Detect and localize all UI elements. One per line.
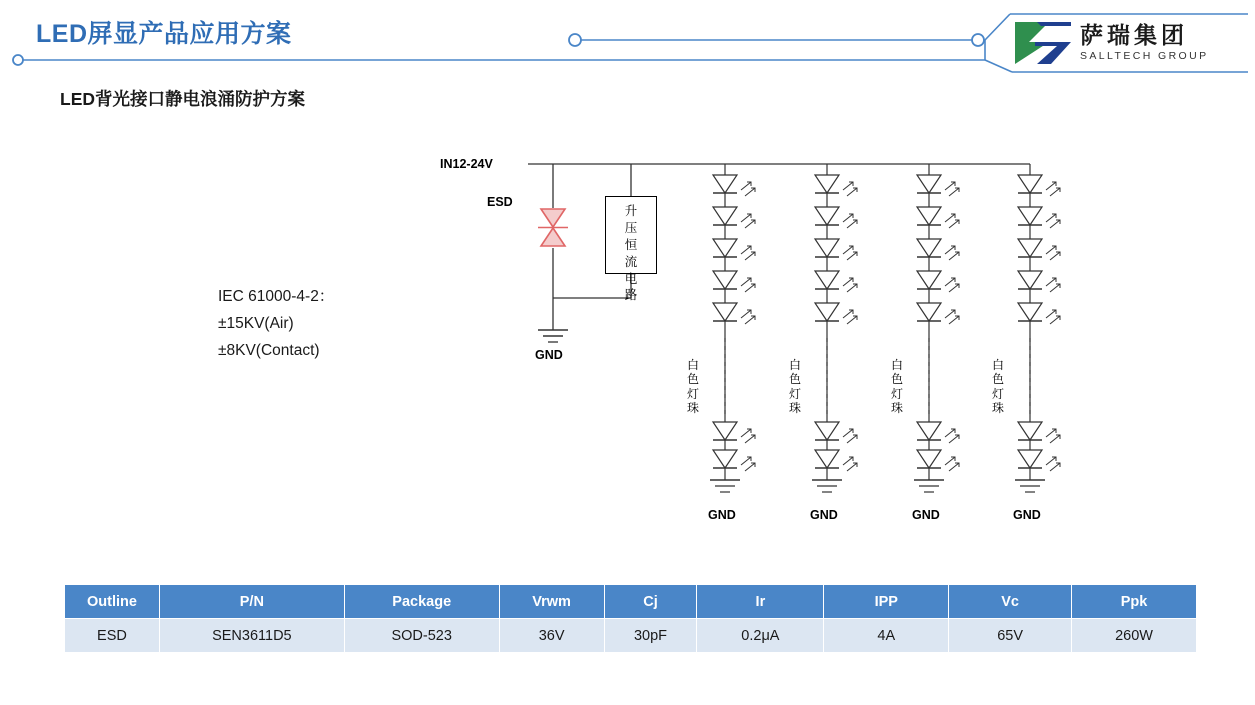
col-ipp: IPP (824, 585, 949, 619)
boost-line-6: 路 (624, 288, 638, 303)
col-cj: Cj (604, 585, 697, 619)
caption-char-1: 白 (788, 358, 801, 372)
col-vrwm: Vrwm (499, 585, 604, 619)
table-row (65, 619, 1197, 653)
page-header (0, 0, 1255, 82)
channel-gnd-label-4: GND (1013, 508, 1041, 522)
cell-vrwm: 36V (499, 619, 604, 653)
caption-char-3: 灯 (890, 386, 903, 401)
iec-spec-line-1: IEC 61000-4-2： (218, 288, 335, 305)
caption-char-1: 白 (991, 358, 1004, 372)
caption-char-2: 色 (686, 372, 699, 387)
cell-vc: 65V (949, 619, 1072, 653)
cell-ppk: 260W (1072, 619, 1197, 653)
cell-pn: SEN3611D5 (159, 619, 344, 653)
boost-line-4: 流 (624, 254, 638, 269)
boost-constant-current-block (605, 196, 657, 303)
col-ppk: Ppk (1072, 585, 1197, 619)
col-ir: Ir (697, 585, 824, 619)
logo-name-en: SALLTECH GROUP (1080, 50, 1209, 63)
channel-gnd-label-2: GND (810, 508, 838, 522)
cell-package: SOD-523 (344, 619, 499, 653)
channel-gnd-label-3: GND (912, 508, 940, 522)
col-package: Package (344, 585, 499, 619)
channel-caption-3 (890, 358, 904, 416)
caption-char-4: 珠 (788, 401, 801, 416)
caption-char-1: 白 (890, 358, 903, 372)
section-subtitle: LED背光接口静电浪涌防护方案 (60, 89, 305, 109)
boost-line-3: 恒 (624, 237, 638, 252)
caption-char-4: 珠 (890, 401, 903, 416)
boost-line-1: 升 (624, 204, 638, 218)
esd-tvs-symbol (538, 209, 568, 246)
cell-outline: ESD (65, 619, 160, 653)
channel-gnd-label-1: GND (708, 508, 736, 522)
channel-caption-1 (686, 358, 700, 416)
boost-line-2: 压 (624, 220, 638, 235)
caption-char-2: 色 (788, 372, 801, 387)
main-gnd-label: GND (535, 348, 563, 362)
logo-mark-icon (1015, 22, 1071, 64)
caption-char-1: 白 (686, 358, 699, 372)
table-header-row (65, 585, 1197, 619)
caption-char-2: 色 (991, 372, 1004, 387)
caption-char-3: 灯 (686, 386, 699, 401)
col-outline: Outline (65, 585, 160, 619)
caption-char-4: 珠 (991, 401, 1004, 416)
cell-cj: 30pF (604, 619, 697, 653)
cell-ir: 0.2μA (697, 619, 824, 653)
company-logo (1015, 18, 1237, 68)
esd-label: ESD (487, 195, 513, 209)
channel-caption-2 (788, 358, 802, 416)
boost-line-5: 电 (624, 271, 638, 286)
channel-caption-4 (991, 358, 1005, 416)
caption-char-2: 色 (890, 372, 903, 387)
caption-char-3: 灯 (788, 386, 801, 401)
iec-spec-note (218, 283, 334, 364)
cell-ipp: 4A (824, 619, 949, 653)
col-vc: Vc (949, 585, 1072, 619)
caption-char-3: 灯 (991, 386, 1004, 401)
input-rail-label: IN12-24V (440, 157, 493, 171)
spec-table (64, 584, 1197, 653)
caption-char-4: 珠 (686, 401, 699, 416)
iec-spec-line-3: ±8KV(Contact) (218, 342, 320, 360)
col-pn: P/N (159, 585, 344, 619)
logo-name-cn: 萨瑞集团 (1080, 22, 1188, 49)
iec-spec-line-2: ±15KV(Air) (218, 315, 294, 333)
page-title: LED屏显产品应用方案 (36, 20, 292, 48)
